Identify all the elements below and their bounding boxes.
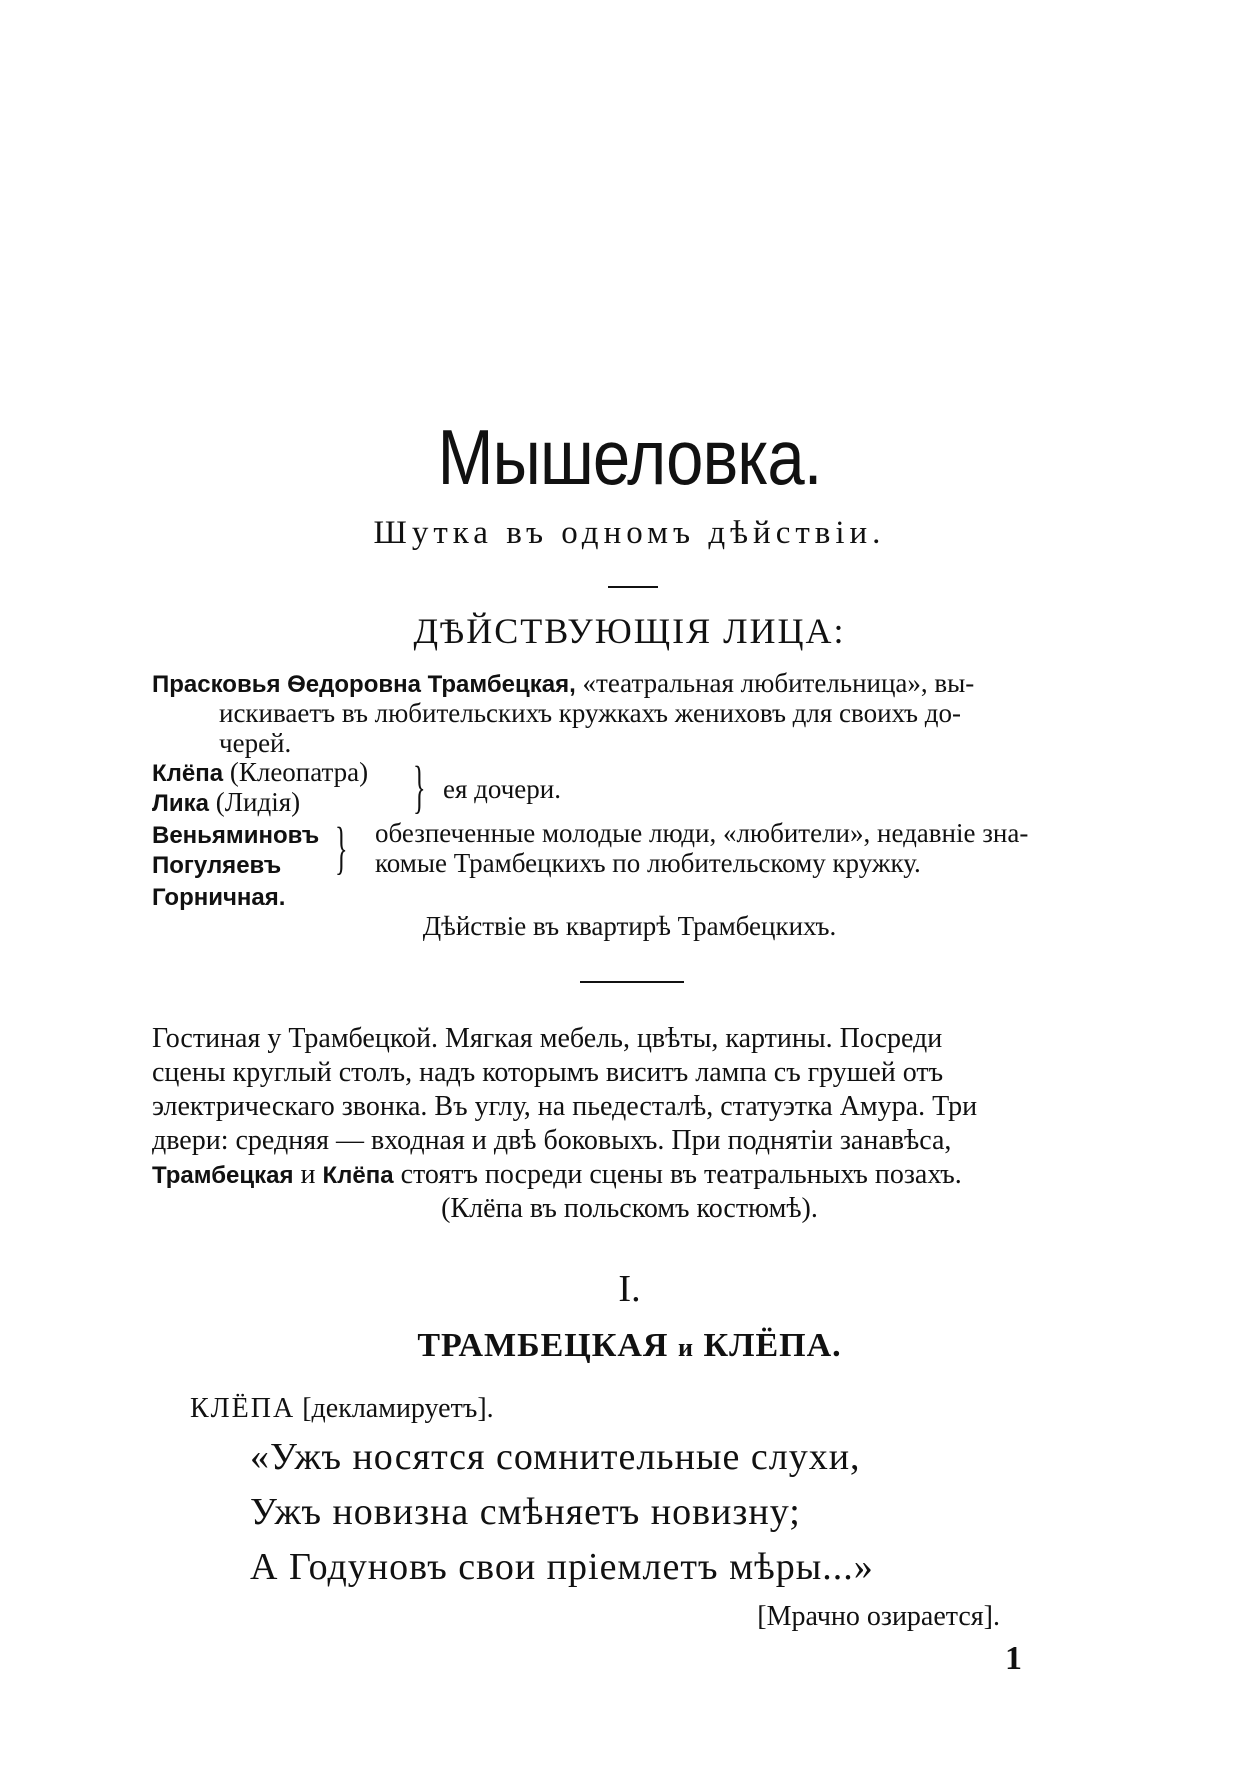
scene-person: КЛЁПА. (703, 1327, 842, 1364)
brace-icon: } (335, 815, 348, 880)
stage-direction-line: сцены круглый столъ, надъ которымъ виситъ лампа съ грушей отъ (152, 1057, 944, 1088)
scene-number: I. (618, 1268, 641, 1310)
men-note-line: комые Трамбецкихъ по любительскому кружку. (375, 848, 921, 878)
verse-line: А Годуновъ свои пріемлетъ мѣры...» (250, 1546, 874, 1588)
person-lika (152, 787, 300, 818)
person-description: «театральная любительница», вы- (582, 668, 975, 698)
person-name: Лика (152, 790, 209, 817)
person-name: Трамбецкая (152, 1162, 294, 1189)
verse-line: Ужъ новизна смѣняетъ новизну; (250, 1491, 801, 1533)
person-trambetskaya (152, 668, 974, 699)
stage-direction-line: (Клёпа въ польскомъ костюмѣ). (441, 1193, 818, 1224)
stage-direction-text: стоятъ посреди сцены въ театральныхъ позахъ. (393, 1159, 962, 1190)
persons-heading: ДѢЙСТВУЮЩІЯ ЛИЦА: (413, 611, 846, 651)
stage-direction-line: двери: средняя — входная и двѣ боковыхъ. При поднятіи занавѣса, (152, 1125, 952, 1156)
person-name: Клёпа (152, 760, 224, 787)
men-note-line: обезпеченные молодые люди, «любители», недавніе зна- (375, 818, 1029, 848)
divider (608, 586, 658, 588)
person-fullname: (Лидія) (215, 787, 301, 817)
scene-person: ТРАМБЕЦКАЯ (417, 1327, 669, 1364)
person-description-line: черей. (219, 728, 292, 758)
page-title: Мышеловка. (437, 413, 822, 501)
speaker-line (190, 1393, 494, 1425)
stage-direction-line: Гостиная у Трамбецкой. Мягкая мебель, цвѣты, картины. Посреди (152, 1023, 943, 1054)
daughters-note: ея дочери. (443, 774, 561, 804)
page-number: 1 (1005, 1640, 1022, 1677)
speaker-direction: [декламируетъ]. (302, 1393, 494, 1424)
brace-icon: } (413, 754, 426, 819)
conjunction: и (293, 1159, 323, 1190)
person-maid: Горничная. (152, 884, 286, 911)
person-klepa (152, 757, 368, 788)
speaker-name: КЛЁПА (190, 1393, 296, 1424)
person-fullname: (Клеопатра) (229, 757, 369, 787)
person-name: Клёпа (322, 1162, 394, 1189)
person-pogulyaev: Погуляевъ (152, 852, 282, 879)
divider (580, 981, 684, 983)
person-description-line: искиваетъ въ любительскихъ кружкахъ жениховъ для своихъ до- (219, 698, 961, 728)
conjunction: и (677, 1333, 694, 1362)
place-note: Дѣйствіе въ квартирѣ Трамбецкихъ. (422, 911, 837, 941)
stage-remark: [Мрачно озирается]. (757, 1601, 1000, 1632)
verse-line: «Ужъ носятся сомнительные слухи, (250, 1436, 861, 1478)
stage-direction-line (152, 1159, 962, 1191)
scene-persons (0, 1327, 1259, 1365)
stage-direction-line: электрическаго звонка. Въ углу, на пьедесталѣ, статуэтка Амура. Три (152, 1091, 978, 1122)
page-subtitle: Шутка въ одномъ дѣйствіи. (373, 515, 886, 551)
person-name: Прасковья Ѳедоровна Трамбецкая, (152, 671, 576, 698)
person-veniaminov: Веньяминовъ (152, 822, 320, 849)
